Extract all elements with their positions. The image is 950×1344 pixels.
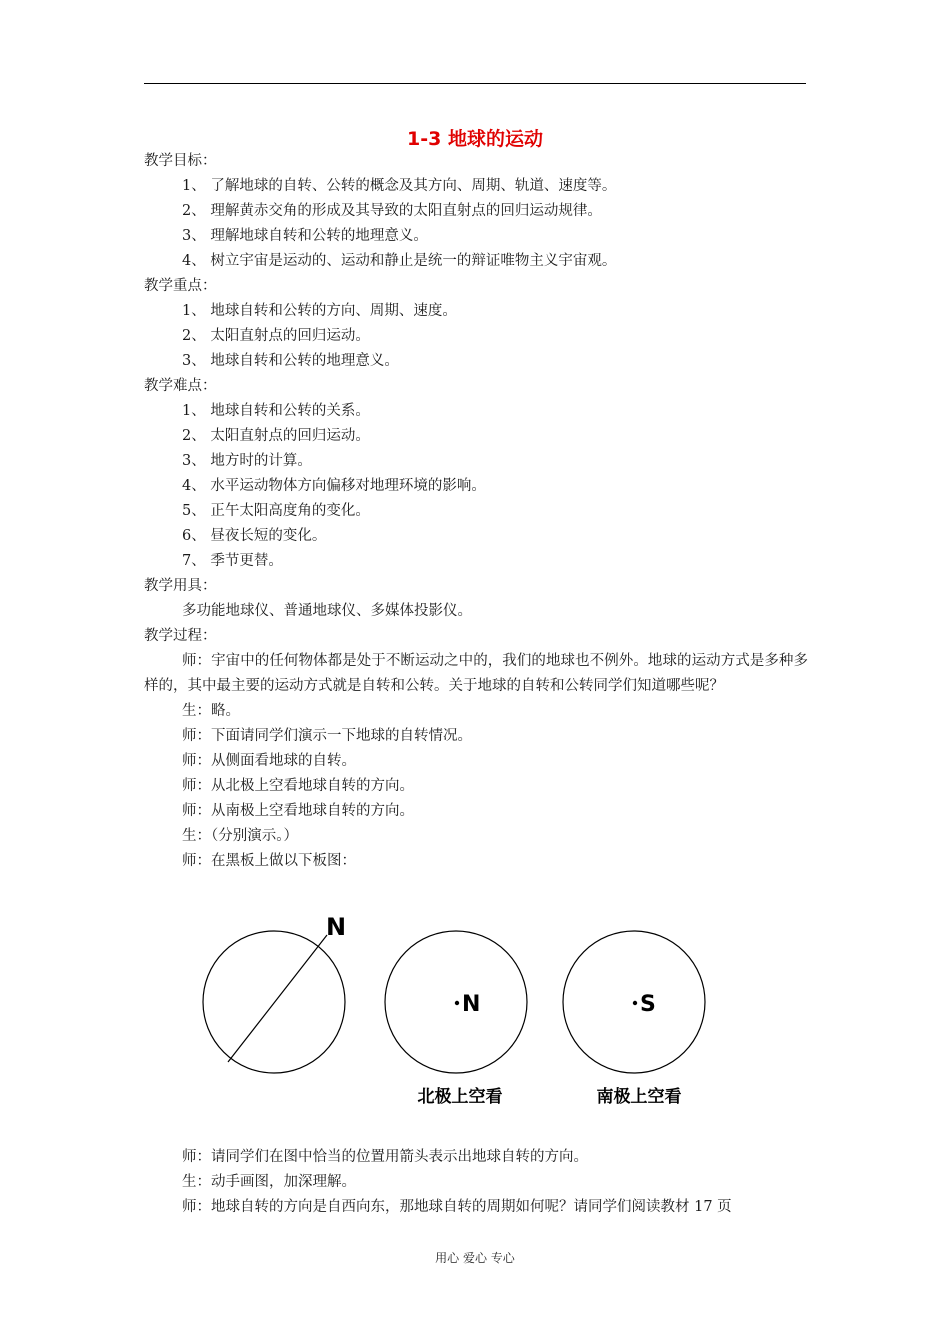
side-view-globe bbox=[203, 931, 345, 1073]
axis-north-label: N bbox=[326, 913, 347, 941]
dialogue-line: 师：从北极上空看地球自转的方向。 bbox=[182, 778, 414, 794]
north-pole-dot bbox=[455, 1001, 459, 1005]
difficulty-item: 4、 水平运动物体方向偏移对地理环境的影响。 bbox=[182, 478, 486, 494]
goal-item: 2、 理解黄赤交角的形成及其导致的太阳直射点的回归运动规律。 bbox=[182, 203, 602, 219]
page-footer: 用心 爱心 专心 bbox=[435, 1251, 515, 1265]
difficulty-item: 6、 昼夜长短的变化。 bbox=[182, 528, 327, 544]
tools-text: 多功能地球仪、普通地球仪、多媒体投影仪。 bbox=[182, 603, 472, 619]
earth-rotation-diagram bbox=[195, 905, 715, 1115]
process-intro: 师：宇宙中的任何物体都是处于不断运动之中的，我们的地球也不例外。地球的运动方式是多种多样的，其中最主要的运动方式就是自转和公转。关于地球的自转和公转同学们知道哪些呢？ bbox=[144, 653, 808, 694]
document-body bbox=[144, 149, 808, 874]
dialogue-line: 师：从侧面看地球的自转。 bbox=[182, 753, 356, 769]
difficulty-item: 5、 正午太阳高度角的变化。 bbox=[182, 503, 370, 519]
difficulty-item: 3、 地方时的计算。 bbox=[182, 453, 312, 469]
dialogue-line: 师：地球自转的方向是自西向东，那地球自转的周期如何呢？请同学们阅读教材 17 页 bbox=[182, 1199, 732, 1215]
key-item: 3、 地球自转和公转的地理意义。 bbox=[182, 353, 399, 369]
dialogue-line: 师：下面请同学们演示一下地球的自转情况。 bbox=[182, 728, 472, 744]
dialogue-line: 师：请同学们在图中恰当的位置用箭头表示出地球自转的方向。 bbox=[182, 1149, 588, 1165]
south-pole-label: S bbox=[640, 992, 656, 1017]
dialogue-line: 生：略。 bbox=[182, 703, 240, 719]
earth-axis-line bbox=[228, 935, 327, 1062]
key-item: 1、 地球自转和公转的方向、周期、速度。 bbox=[182, 303, 457, 319]
goal-item: 4、 树立宇宙是运动的、运动和静止是统一的辩证唯物主义宇宙观。 bbox=[182, 253, 617, 269]
goal-item: 1、 了解地球的自转、公转的概念及其方向、周期、轨道、速度等。 bbox=[182, 178, 617, 194]
after-figure-text bbox=[144, 1145, 808, 1220]
tools-heading: 教学用具： bbox=[144, 578, 217, 594]
goal-item: 3、 理解地球自转和公转的地理意义。 bbox=[182, 228, 428, 244]
dialogue-line: 生：动手画图，加深理解。 bbox=[182, 1174, 356, 1190]
dialogue-line: 师：在黑板上做以下板图： bbox=[182, 853, 356, 869]
south-view-caption: 南极上空看 bbox=[596, 1087, 682, 1107]
north-view-caption: 北极上空看 bbox=[417, 1087, 503, 1107]
key-item: 2、 太阳直射点的回归运动。 bbox=[182, 328, 370, 344]
difficulty-heading: 教学难点： bbox=[144, 378, 217, 394]
south-pole-dot bbox=[633, 1001, 637, 1005]
difficulty-item: 1、 地球自转和公转的关系。 bbox=[182, 403, 370, 419]
header-rule bbox=[144, 83, 806, 84]
north-pole-label: N bbox=[462, 992, 481, 1017]
key-heading: 教学重点： bbox=[144, 278, 217, 294]
dialogue-line: 师：从南极上空看地球自转的方向。 bbox=[182, 803, 414, 819]
dialogue-line: 生：（分别演示。） bbox=[182, 828, 298, 844]
page-title: 1-3 地球的运动 bbox=[407, 128, 543, 150]
difficulty-item: 7、 季节更替。 bbox=[182, 553, 283, 569]
difficulty-item: 2、 太阳直射点的回归运动。 bbox=[182, 428, 370, 444]
goals-heading: 教学目标： bbox=[144, 153, 217, 169]
process-heading: 教学过程： bbox=[144, 628, 217, 644]
